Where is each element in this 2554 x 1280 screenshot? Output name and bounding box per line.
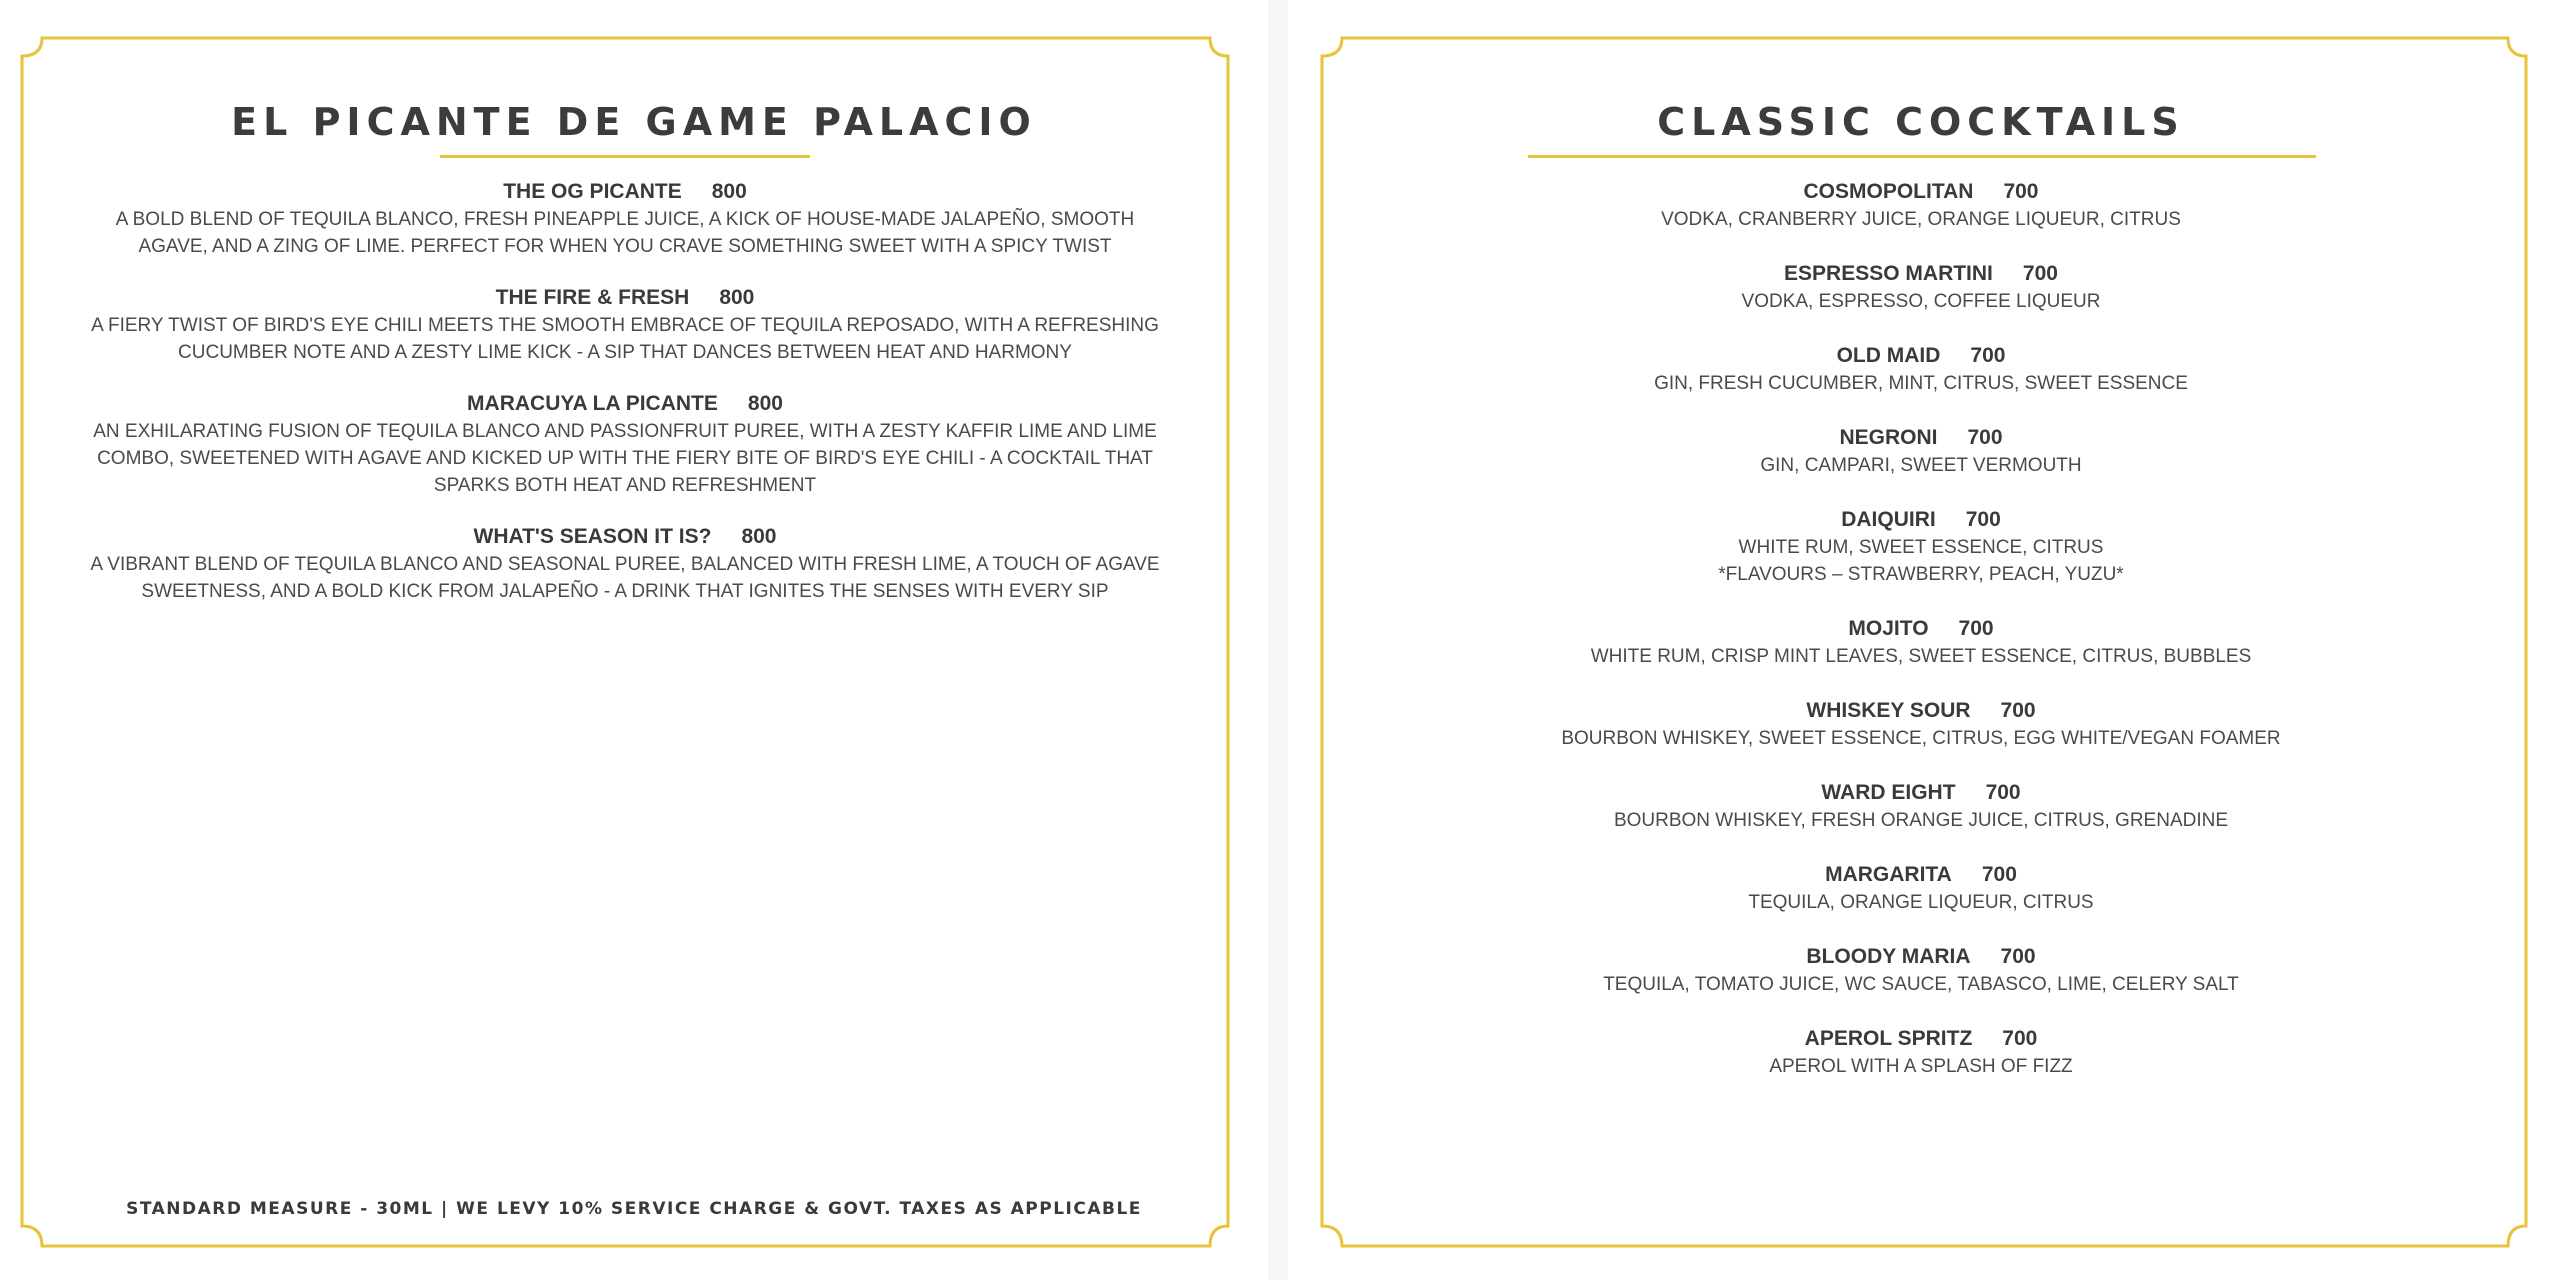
item-flavours-note: *FLAVOURS – STRAWBERRY, PEACH, YUZU* <box>1718 564 2124 585</box>
menu-item <box>90 390 1160 499</box>
item-price: 800 <box>719 286 755 309</box>
item-description: A VIBRANT BLEND OF TEQUILA BLANCO AND SEASONAL PUREE, BALANCED WITH FRESH LIME, A TOUCH OF AGAVE SWEETNESS, AND A BOLD KICK FROM JALAPEÑO - A DRINK THAT IGNITES THE SENSES WITH EVERY SIP <box>90 554 1160 602</box>
item-description: VODKA, CRANBERRY JUICE, ORANGE LIQUEUR, CITRUS <box>1661 209 2181 230</box>
menu-item-title <box>1348 342 2494 370</box>
item-price: 700 <box>1981 863 2017 886</box>
item-description: VODKA, ESPRESSO, COFFEE LIQUEUR <box>1741 291 2101 312</box>
signature-cocktail-list <box>90 178 1160 629</box>
menu-item-title <box>90 390 1160 418</box>
item-description: BOURBON WHISKEY, SWEET ESSENCE, CITRUS, EGG WHITE/VEGAN FOAMER <box>1561 728 2281 749</box>
item-name: NEGRONI <box>1839 426 1938 449</box>
classic-cocktail-list <box>1348 178 2494 1107</box>
item-name: MARACUYA LA PICANTE <box>467 392 718 415</box>
item-name: ESPRESSO MARTINI <box>1784 262 1993 285</box>
menu-item <box>1348 861 2494 916</box>
item-name: MARGARITA <box>1825 863 1952 886</box>
item-description: WHITE RUM, CRISP MINT LEAVES, SWEET ESSENCE, CITRUS, BUBBLES <box>1590 646 2252 667</box>
item-price: 800 <box>711 180 747 203</box>
menu-item-title <box>90 178 1160 206</box>
footer-note: STANDARD MEASURE - 30ML | WE LEVY 10% SERVICE CHARGE & GOVT. TAXES AS APPLICABLE <box>126 1199 1142 1219</box>
item-description: A BOLD BLEND OF TEQUILA BLANCO, FRESH PINEAPPLE JUICE, A KICK OF HOUSE-MADE JALAPEÑO, SMOOTH AGAVE, AND A ZING OF LIME. PERFECT FOR WHEN YOU CRAVE SOMETHING SWEET WITH A SPICY TWIST <box>115 209 1135 257</box>
item-name: WHISKEY SOUR <box>1806 699 1971 722</box>
title-underline <box>440 155 810 158</box>
menu-item-title <box>1348 506 2494 534</box>
item-price: 700 <box>1985 781 2021 804</box>
menu-item <box>1348 943 2494 998</box>
menu-item <box>90 284 1160 366</box>
menu-item-title <box>90 284 1160 312</box>
menu-item-title <box>1348 424 2494 452</box>
menu-item <box>1348 615 2494 670</box>
item-name: WHAT'S SEASON IT IS? <box>473 525 712 548</box>
menu-item <box>1348 779 2494 834</box>
menu-item <box>90 523 1160 605</box>
menu-item <box>1348 506 2494 588</box>
item-price: 700 <box>2022 262 2058 285</box>
left-menu-page <box>0 0 1268 1280</box>
item-description: APEROL WITH A SPLASH OF FIZZ <box>1769 1056 2073 1077</box>
page-title: EL PICANTE DE GAME PALACIO <box>231 100 1037 144</box>
menu-item <box>1348 178 2494 233</box>
menu-item <box>1348 424 2494 479</box>
right-menu-page <box>1288 0 2554 1280</box>
title-underline <box>1528 155 2316 158</box>
item-price: 800 <box>741 525 777 548</box>
item-name: APEROL SPRITZ <box>1804 1027 1973 1050</box>
item-description: AN EXHILARATING FUSION OF TEQUILA BLANCO AND PASSIONFRUIT PUREE, WITH A ZESTY KAFFIR LIME AND LIME COMBO, SWEETENED WITH AGAVE AND KICKED UP WITH THE FIERY BITE OF BIRD'S EYE CHILI - A COCKTAIL THAT SPARKS BOTH HEAT AND REFRESHMENT <box>93 421 1157 496</box>
item-description: TEQUILA, ORANGE LIQUEUR, CITRUS <box>1748 892 2094 913</box>
item-description: WHITE RUM, SWEET ESSENCE, CITRUS <box>1738 537 2104 558</box>
item-name: MOJITO <box>1848 617 1929 640</box>
menu-item <box>1348 260 2494 315</box>
page-title: CLASSIC COCKTAILS <box>1657 100 2185 144</box>
item-name: COSMOPOLITAN <box>1803 180 1974 203</box>
menu-item <box>1348 1025 2494 1080</box>
menu-item-title <box>1348 861 2494 889</box>
item-price: 700 <box>2000 945 2036 968</box>
menu-item-title <box>1348 1025 2494 1053</box>
item-name: THE OG PICANTE <box>503 180 682 203</box>
item-description: BOURBON WHISKEY, FRESH ORANGE JUICE, CITRUS, GRENADINE <box>1613 810 2229 831</box>
item-name: THE FIRE & FRESH <box>495 286 690 309</box>
menu-item-title <box>1348 943 2494 971</box>
item-description: GIN, CAMPARI, SWEET VERMOUTH <box>1760 455 2082 476</box>
item-price: 700 <box>1970 344 2006 367</box>
item-price: 700 <box>1965 508 2001 531</box>
item-description: A FIERY TWIST OF BIRD'S EYE CHILI MEETS THE SMOOTH EMBRACE OF TEQUILA REPOSADO, WITH A REFRESHING CUCUMBER NOTE AND A ZESTY LIME KICK - A SIP THAT DANCES BETWEEN HEAT AND HARMONY <box>91 315 1159 363</box>
item-price: 700 <box>2002 1027 2038 1050</box>
item-name: OLD MAID <box>1836 344 1941 367</box>
item-price: 700 <box>2000 699 2036 722</box>
menu-item-title <box>90 523 1160 551</box>
menu-item <box>90 178 1160 260</box>
item-price: 700 <box>1967 426 2003 449</box>
item-description: TEQUILA, TOMATO JUICE, WC SAUCE, TABASCO, LIME, CELERY SALT <box>1603 974 2239 995</box>
item-name: WARD EIGHT <box>1821 781 1956 804</box>
item-price: 700 <box>2003 180 2039 203</box>
menu-item-title <box>1348 615 2494 643</box>
menu-item-title <box>1348 697 2494 725</box>
item-name: DAIQUIRI <box>1841 508 1936 531</box>
item-price: 800 <box>747 392 783 415</box>
item-description: GIN, FRESH CUCUMBER, MINT, CITRUS, SWEET ESSENCE <box>1654 373 2188 394</box>
menu-item <box>1348 342 2494 397</box>
page-divider <box>1268 0 1288 1280</box>
menu-item-title <box>1348 260 2494 288</box>
menu-item <box>1348 697 2494 752</box>
menu-item-title <box>1348 779 2494 807</box>
item-price: 700 <box>1958 617 1994 640</box>
item-name: BLOODY MARIA <box>1806 945 1971 968</box>
menu-item-title <box>1348 178 2494 206</box>
